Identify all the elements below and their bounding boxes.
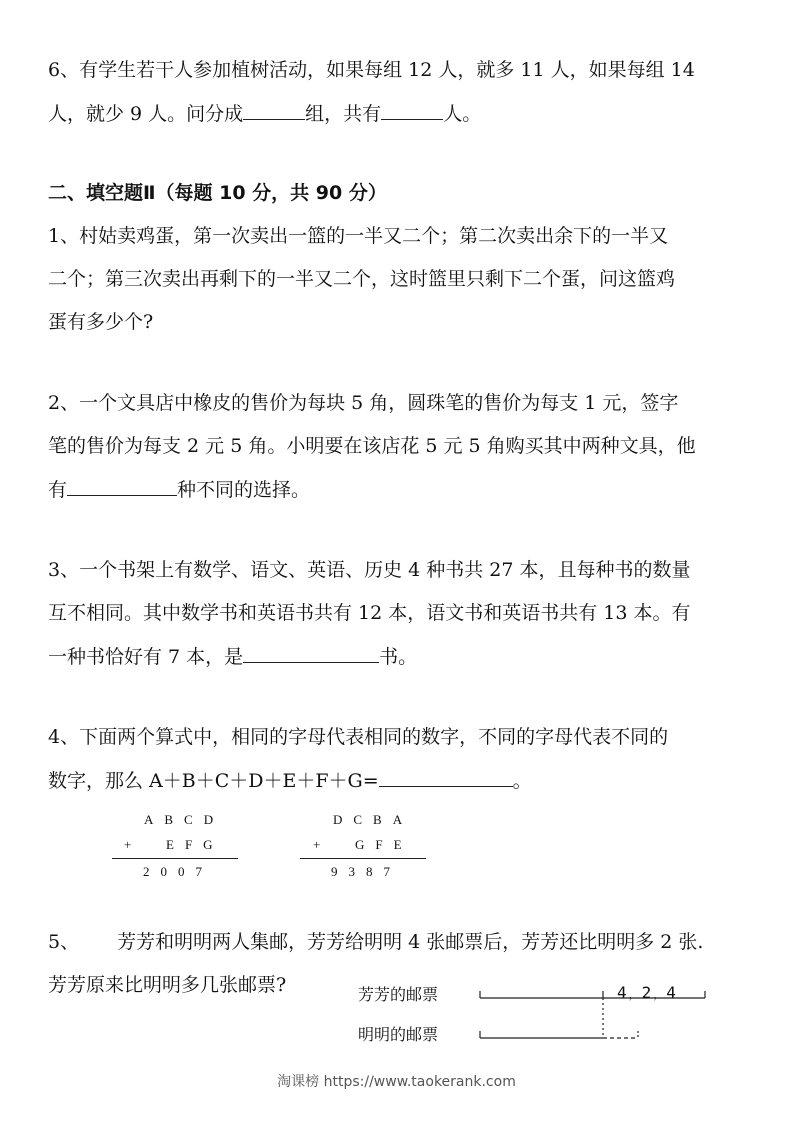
q3-text-b: 书。 <box>379 646 418 668</box>
q4-line-2 <box>48 768 532 793</box>
q4-text-b: 。 <box>512 770 532 792</box>
q6-line-1: 6、有学生若干人参加植树活动，如果每组 12 人，就多 11 人，如果每组 14 <box>48 59 695 81</box>
q5-text: 芳芳和明明两人集邮，芳芳给明明 4 张邮票后，芳芳还比明明多 2 张. <box>117 931 704 953</box>
q4-left-plus-sign: + <box>124 837 143 852</box>
q2-answer-blank <box>67 477 177 496</box>
q1-line-1: 1、村姑卖鸡蛋，第一次卖出一篮的一半又二个；第二次卖出余下的一半又 <box>48 225 669 247</box>
q6-text-c: 人。 <box>443 103 482 125</box>
q5-line-2: 芳芳原来比明明多几张邮票? <box>48 974 287 996</box>
q5-line-1 <box>48 930 703 954</box>
q3-line-3 <box>48 644 417 669</box>
q5-label-fangfang: 芳芳的邮票 <box>358 985 439 1004</box>
q6-text-b: 组，共有 <box>305 103 382 125</box>
section-heading: 二、填空题Ⅱ（每题 10 分，共 90 分） <box>48 182 387 204</box>
q4-right-row-1: DCBA <box>333 812 414 827</box>
q2-text-b: 种不同的选择。 <box>177 479 311 501</box>
q3-text-a: 一种书恰好有 7 本，是 <box>48 646 244 668</box>
q4-answer-blank <box>379 768 513 787</box>
q1-line-2: 二个；第三次卖出再剩下的一半又二个，这时篮里只剩下二个蛋，问这篮鸡 <box>48 268 676 290</box>
q4-left-row-2: EFG <box>166 837 224 852</box>
q4-line-1: 4、下面两个算式中，相同的字母代表相同的数字，不同的字母代表不同的 <box>48 726 669 748</box>
q4-left-result: 2007 <box>143 864 213 879</box>
q4-left-row-1: ABCD <box>144 812 225 827</box>
q4-right-result: 9387 <box>331 864 401 879</box>
q5-segment-numbers: 4，2，4 <box>617 983 678 1002</box>
q5-label-mingming: 明明的邮票 <box>358 1025 439 1044</box>
q4-text-a: 数字，那么 A＋B＋C＋D＋E＋F＋G= <box>48 770 379 792</box>
q5-segment-value-2: 2 <box>641 983 654 1002</box>
q6-answer-blank-people <box>381 101 443 120</box>
q6-text-a: 人，就少 9 人。问分成 <box>48 103 244 125</box>
q3-line-2: 互不相同。其中数学书和英语书共有 12 本，语文书和英语书共有 13 本。有 <box>48 602 691 624</box>
q5-segment-value-1: 4 <box>617 983 629 1002</box>
q2-line-1: 2、一个文具店中橡皮的售价为每块 5 角，圆珠笔的售价为每支 1 元，签字 <box>48 392 679 414</box>
q1-line-3: 蛋有多少个? <box>48 311 154 333</box>
q3-answer-blank <box>243 644 379 663</box>
q4-left-sum-line <box>112 858 238 859</box>
q6-answer-blank-groups <box>243 101 305 120</box>
q4-right-row-2: GFE <box>355 837 413 852</box>
footer-watermark: 淘课榜 https://www.taokerank.com <box>277 1074 516 1090</box>
q4-right-sum-line <box>300 858 426 859</box>
q2-line-2: 笔的售价为每支 2 元 5 角。小明要在该店花 5 元 5 角购买其中两种文具，他 <box>48 435 696 457</box>
q2-text-a: 有 <box>48 479 68 501</box>
q4-right-plus-sign: + <box>313 837 332 852</box>
q5-segment-value-3: 4 <box>666 983 678 1002</box>
q5-number: 5、 <box>48 931 80 953</box>
q6-line-2 <box>48 101 481 126</box>
q5-segment-bars <box>470 978 720 1048</box>
q3-line-1: 3、一个书架上有数学、语文、英语、历史 4 种书共 27 本，且每种书的数量 <box>48 559 691 581</box>
q2-line-3 <box>48 477 310 502</box>
